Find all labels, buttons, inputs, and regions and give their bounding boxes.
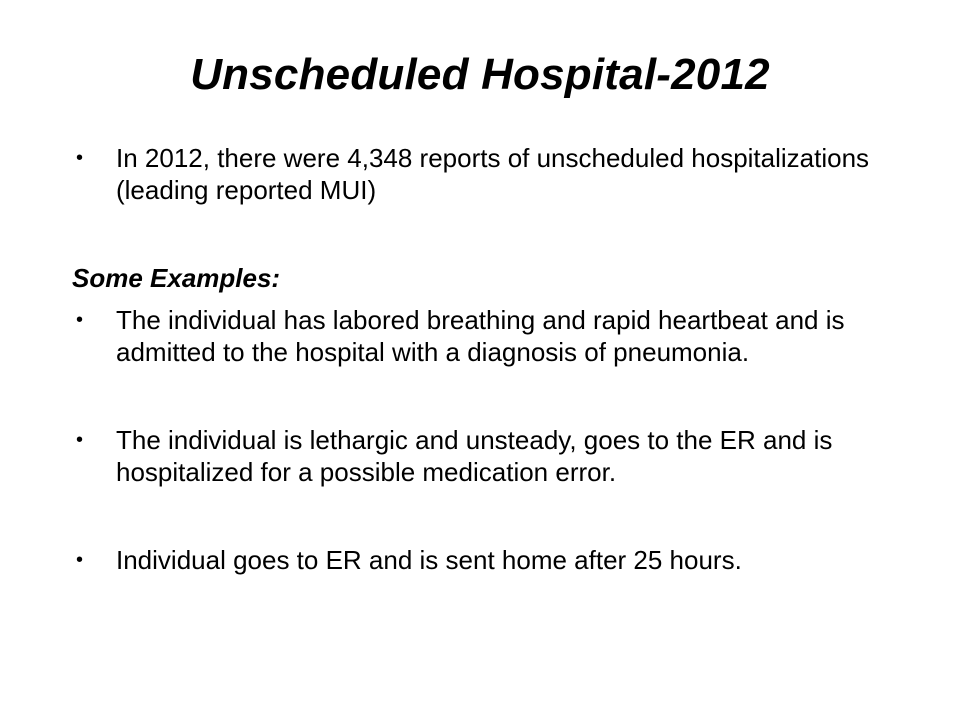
example-bullet-2 — [72, 424, 922, 488]
bullet-icon: • — [76, 429, 84, 451]
bullet-icon: • — [76, 549, 84, 571]
example-bullet-text: The individual is lethargic and unsteady, goes to the ER and is hospitalized for a possible medication error. — [116, 425, 833, 487]
slide-content — [72, 142, 922, 576]
bullet-icon: • — [76, 309, 84, 331]
intro-bullet — [72, 142, 922, 206]
bullet-icon: • — [76, 147, 84, 169]
example-bullet-text: Individual goes to ER and is sent home after 25 hours. — [116, 545, 742, 575]
example-bullet-3 — [72, 544, 922, 576]
intro-bullet-text: In 2012, there were 4,348 reports of unscheduled hospitalizations (leading reported MUI) — [116, 143, 870, 205]
example-bullet-1 — [72, 304, 922, 368]
examples-heading: Some Examples: — [72, 263, 281, 293]
example-bullet-text: The individual has labored breathing and rapid heartbeat and is admitted to the hospital with a diagnosis of pneumonia. — [116, 305, 845, 367]
slide-title: Unscheduled Hospital-2012 — [190, 50, 770, 99]
